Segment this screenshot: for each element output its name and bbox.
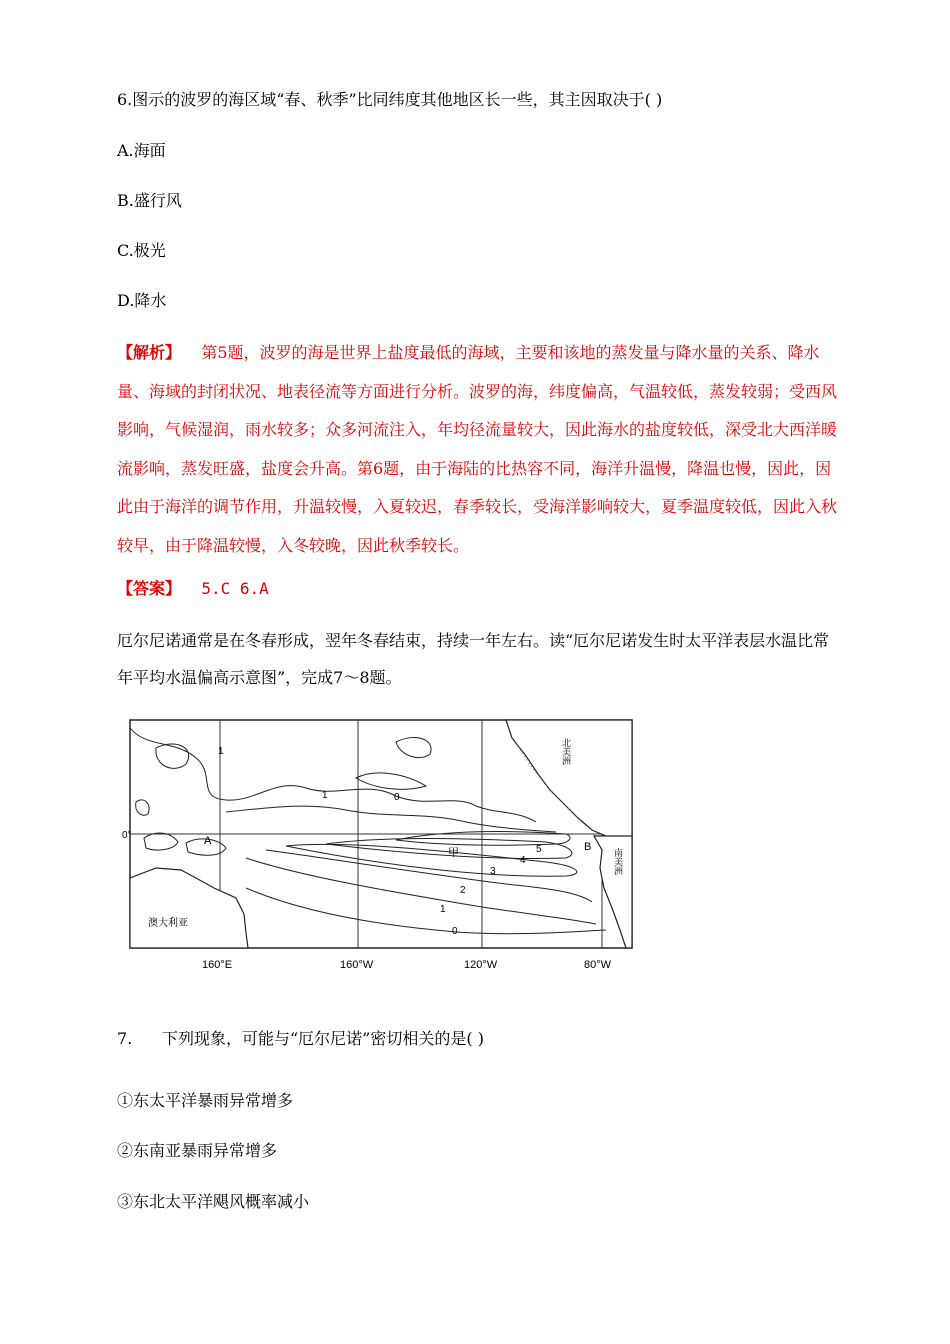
isoline-n-2 xyxy=(226,806,556,832)
isoline-label-5: 5 xyxy=(536,844,542,855)
analysis-block xyxy=(117,334,837,565)
q7-stem xyxy=(117,1029,484,1049)
lon-label-120w: 120°W xyxy=(464,959,498,971)
australia-landmass xyxy=(130,868,248,948)
lon-label-80w: 80°W xyxy=(584,959,612,971)
q6-stem: 6.图示的波罗的海区域“春、秋季”比同纬度其他地区长一些，其主因取决于( ) xyxy=(117,90,663,109)
answer-line xyxy=(117,579,269,599)
isoline-label-1b: 1 xyxy=(322,790,328,801)
q7-number: 7. xyxy=(117,1029,133,1048)
answer-text: 5.C 6.A xyxy=(201,579,269,598)
isoline-3 xyxy=(286,844,577,876)
analysis-tag: 【解析】 xyxy=(117,343,182,362)
isoline-label-3: 3 xyxy=(490,866,496,877)
isoline-label-2: 2 xyxy=(460,885,466,896)
q7-option-2: ②东南亚暴雨异常增多 xyxy=(117,1141,278,1160)
label-point-a: A xyxy=(204,835,212,847)
lon-label-160e: 160°E xyxy=(202,959,233,971)
q6-option-d: D.降水 xyxy=(117,291,167,310)
isoline-label-1c: 1 xyxy=(440,904,446,915)
q6-option-b: B.盛行风 xyxy=(117,191,182,210)
isoline-n-5 xyxy=(396,738,431,758)
isoline-label-0b: 0 xyxy=(452,926,458,937)
q6-option-a: A.海面 xyxy=(117,141,166,160)
label-north-america: 北美洲 xyxy=(561,738,571,765)
label-south-america: 南美洲 xyxy=(613,848,623,875)
intro-paragraph: 厄尔尼诺通常是在冬春形成，翌年冬春结束，持续一年左右。读“厄尔尼诺发生时太平洋表层水温比常年平均水温偏高示意图”，完成7～8题。 xyxy=(117,631,830,687)
lon-label-160w: 160°W xyxy=(340,959,374,971)
isoline-label-0a: 0 xyxy=(394,792,400,803)
lat-label-equator: 0° xyxy=(122,830,132,841)
q6-option-c: C.极光 xyxy=(117,241,166,260)
el-nino-sst-anomaly-map xyxy=(122,718,646,978)
analysis-text: 第5题，波罗的海是世界上盐度最低的海域，主要和该地的蒸发量与降水量的关系、降水量、海域的封闭状况、地表径流等方面进行分析。波罗的海，纬度偏高，气温较低，蒸发较弱；受西风影响，气候湿润，雨水较多；众多河流注入，年均径流量较大，因此海水的盐度较低，深受北大西洋暖流影响，蒸发旺盛，盐度会升高。第6题，由于海陆的比热容不同，海洋升温慢，降温也慢，因此，因此由于海洋的调节作用，升温较慢，入夏较迟，春季较长，受海洋影响较大，夏季温度较低，因此入秋较早，由于降温较慢，入冬较晚，因此秋季较长。 xyxy=(117,343,838,555)
isoline-n-4 xyxy=(156,744,189,768)
label-point-b: B xyxy=(584,841,592,853)
q7-option-3: ③东北太平洋飓风概率减小 xyxy=(117,1192,310,1211)
indonesia-island xyxy=(144,833,178,850)
q7-option-1: ①东太平洋暴雨异常增多 xyxy=(117,1091,294,1110)
q7-text: 下列现象，可能与“厄尔尼诺”密切相关的是( ) xyxy=(162,1029,484,1048)
isoline-n-3 xyxy=(356,773,426,789)
isoline-label-4: 4 xyxy=(520,855,526,866)
answer-tag: 【答案】 xyxy=(117,579,182,598)
isoline-label-1a: 1 xyxy=(218,746,224,757)
philippines-island xyxy=(136,800,149,815)
label-australia: 澳大利亚 xyxy=(148,918,188,929)
isoline-0 xyxy=(246,888,606,934)
label-point-jia: 甲 xyxy=(448,847,459,859)
